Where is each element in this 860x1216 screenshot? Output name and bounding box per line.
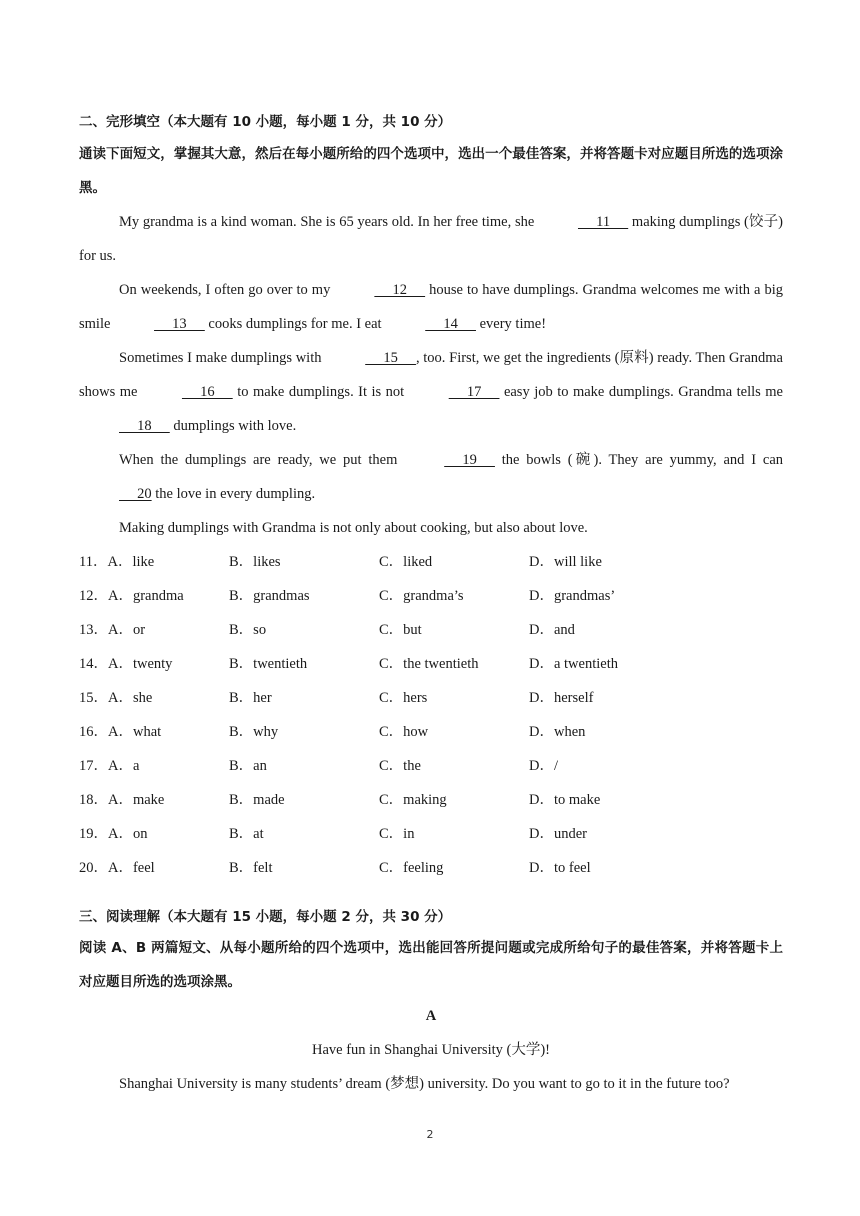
cloze-paragraph-3: Sometimes I make dumplings with 15 , too. First, we get the ingredients (原料) ready. Then Grandma shows me 16 to make dumplings. It is not 17 easy job to make dumplings. Grandma tells me 18 dumplings with love. xyxy=(79,341,783,443)
blank-13: 13 xyxy=(154,316,205,332)
cloze-paragraph-4: When the dumplings are ready, we put them 19 the bowls (碗). They are yummy, and I can 20 the love in every dumpling. xyxy=(79,443,783,511)
blank-15: 15 xyxy=(365,350,416,366)
blank-14: 14 xyxy=(425,316,476,332)
blank-17: 17 xyxy=(448,384,500,400)
section-3-instruction: 阅读 A、B 两篇短文、从每小题所给的四个选项中，选出能回答所提问题或完成所给句子的最佳答案，并将答题卡上对应题目所选的选项涂黑。 xyxy=(79,940,783,990)
blank-20: 20 xyxy=(119,486,152,502)
cloze-paragraph-1: My grandma is a kind woman. She is 65 years old. In her free time, she 11 making dumplings (饺子) for us. xyxy=(79,205,783,273)
blank-19: 19 xyxy=(444,452,495,468)
page-number: 2 xyxy=(426,1128,434,1141)
section-2-instruction: 通读下面短文，掌握其大意，然后在每小题所给的四个选项中，选出一个最佳答案，并将答题卡对应题目所选的选项涂黑。 xyxy=(79,146,783,196)
blank-12: 12 xyxy=(374,282,426,298)
blank-11: 11 xyxy=(577,214,629,230)
option-row-17: 17．A．a B．an C．the D．/ xyxy=(79,758,558,774)
page-content xyxy=(79,112,783,1101)
cloze-paragraph-5: Making dumplings with Grandma is not only about cooking, but also about love. xyxy=(119,520,588,536)
option-row-13: 13．A．or B．so C．but D．and xyxy=(79,622,575,638)
passage-a-paragraph-1: Shanghai University is many students’ dream (梦想) university. Do you want to go to it in the future too? xyxy=(119,1076,730,1092)
passage-label: A xyxy=(425,1008,437,1024)
option-row-15: 15．A．she B．her C．hers D．herself xyxy=(79,690,594,706)
option-row-12: 12．A．grandma B．grandmas C．grandma’s D．grandmas’ xyxy=(79,588,616,604)
blank-16: 16 xyxy=(181,384,233,400)
option-row-19: 19．A．on B．at C．in D．under xyxy=(79,826,587,842)
option-row-20: 20．A．feel B．felt C．feeling D．to feel xyxy=(79,860,591,876)
option-row-14: 14．A．twenty B．twentieth C．the twentieth D．a twentieth xyxy=(79,656,618,672)
blank-18: 18 xyxy=(119,418,170,434)
option-row-11: 11．A．like B．likes C．liked D．will like xyxy=(79,554,602,570)
passage-title: Have fun in Shanghai University (大学)! xyxy=(312,1042,550,1058)
option-row-16: 16．A．what B．why C．how D．when xyxy=(79,724,586,740)
cloze-paragraph-2: On weekends, I often go over to my 12 house to have dumplings. Grandma welcomes me with a big smile 13 cooks dumplings for me. I eat 14 every time! xyxy=(79,273,783,341)
option-row-18: 18．A．make B．made C．making D．to make xyxy=(79,792,601,808)
section-2-heading: 二、完形填空（本大题有 10 小题，每小题 1 分，共 10 分） xyxy=(79,114,452,130)
section-3-heading: 三、阅读理解（本大题有 15 小题，每小题 2 分，共 30 分） xyxy=(79,909,452,925)
options-list xyxy=(79,545,783,885)
